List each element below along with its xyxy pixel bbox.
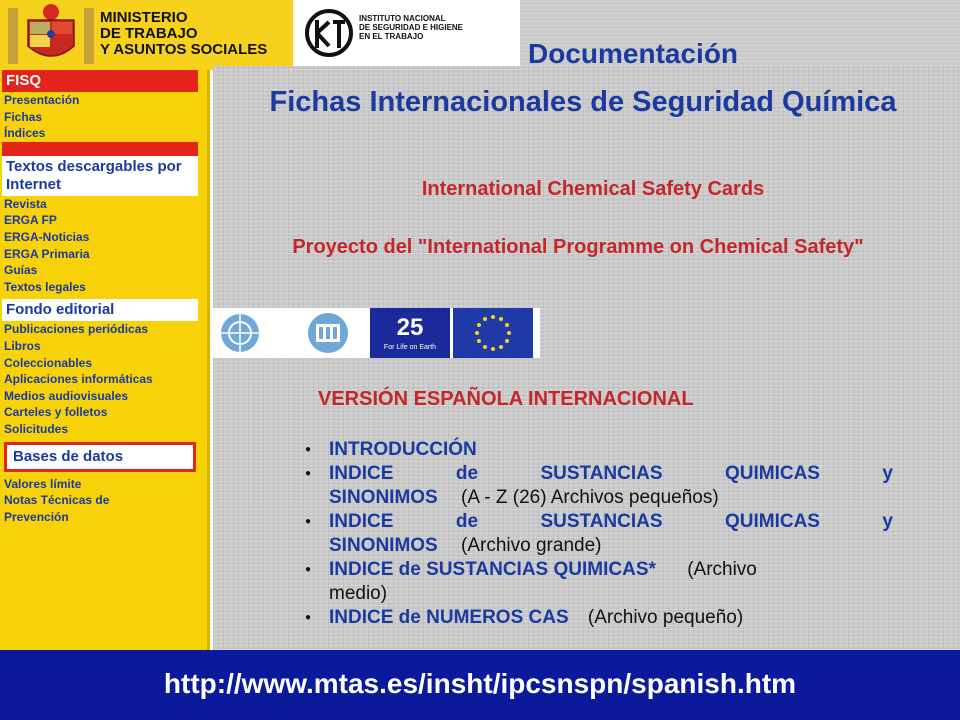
sidebar-separator xyxy=(2,142,198,156)
sidebar-item-aplicaciones[interactable]: Aplicaciones informáticas xyxy=(4,372,153,387)
sidebar-item-carteles[interactable]: Carteles y folletos xyxy=(4,405,108,420)
unep-25-logo xyxy=(370,308,450,358)
sidebar-item-publicaciones[interactable]: Publicaciones periódicas xyxy=(4,322,149,337)
sidebar-item-prevencion[interactable]: Prevención xyxy=(4,509,69,524)
indice-sustancias-grande-link[interactable]: ● INDICE de SUSTANCIAS QUIMICAS y xyxy=(329,511,893,532)
insht-line: DE SEGURIDAD E HIGIENE xyxy=(359,23,464,32)
sidebar-item-indices[interactable]: Índices xyxy=(4,126,46,141)
list-item xyxy=(303,510,893,558)
unep-25-text: 25 xyxy=(396,314,424,341)
spanish-coat-of-arms-icon xyxy=(8,2,94,68)
project-title: Proyecto del "International Programme on Chemical Safety" xyxy=(292,236,864,258)
sidebar-item-presentacion[interactable]: Presentación xyxy=(4,93,80,107)
insht-emblem-icon xyxy=(303,8,355,58)
ministry-name xyxy=(100,10,290,58)
top-right-background xyxy=(520,0,960,69)
sidebar-item-textos-legales[interactable]: Textos legales xyxy=(4,279,86,294)
doc-title: Documentación xyxy=(528,38,739,69)
eu-flag-icon xyxy=(453,308,533,358)
sidebar-header-textos[interactable]: Textos descargables por Internet xyxy=(2,156,198,196)
ministry-line: DE TRABAJO xyxy=(100,25,198,42)
sinonimos-label[interactable]: SINONIMOS xyxy=(329,487,438,508)
list-item xyxy=(303,438,893,462)
sidebar-header-bases[interactable]: Bases de datos xyxy=(4,442,196,472)
list-item xyxy=(303,606,893,630)
introduccion-link[interactable]: INTRODUCCIÓN xyxy=(329,439,477,460)
sidebar-item-solicitudes[interactable]: Solicitudes xyxy=(4,421,69,436)
indice-sustancias-medio-link[interactable]: INDICE de SUSTANCIAS QUIMICAS* xyxy=(329,559,656,580)
list-item xyxy=(303,462,893,510)
indice-numeros-cas-link[interactable]: INDICE de NUMEROS CAS xyxy=(329,607,569,628)
ilo-logo-icon xyxy=(288,308,368,358)
united-nations-logo-icon xyxy=(213,308,280,358)
sidebar-item-notas-tecnicas[interactable]: Notas Técnicas de xyxy=(4,493,110,508)
insht-line: EN EL TRABAJO xyxy=(359,32,424,41)
sidebar-item-valores-limite[interactable]: Valores límite xyxy=(4,476,82,491)
sidebar-content xyxy=(2,70,198,525)
ministry-line: MINISTERIO xyxy=(100,9,188,26)
sidebar-nav xyxy=(0,70,210,650)
sidebar-header-fisq[interactable]: FISQ xyxy=(2,70,198,92)
page-title xyxy=(233,78,933,120)
index-list xyxy=(303,438,893,630)
sidebar-item-revista[interactable]: Revista xyxy=(4,196,47,211)
sidebar-item-coleccionables[interactable]: Coleccionables xyxy=(4,355,93,370)
ministry-logo[interactable] xyxy=(0,0,293,70)
insht-line: INSTITUTO NACIONAL xyxy=(359,14,446,23)
sidebar-header-fondo[interactable]: Fondo editorial xyxy=(2,299,198,321)
item-note-continued: medio) xyxy=(329,583,388,604)
page-url[interactable]: http://www.mtas.es/insht/ipcsnspn/spanish.htm xyxy=(163,668,797,699)
ministry-line: Y ASUNTOS SOCIALES xyxy=(100,41,268,58)
unep-tagline: For Life on Earth xyxy=(383,344,437,351)
page-header xyxy=(0,0,520,70)
english-title: International Chemical Safety Cards xyxy=(421,178,765,200)
sidebar-item-fichas[interactable]: Fichas xyxy=(4,109,43,124)
main-content xyxy=(213,66,960,650)
insht-name xyxy=(359,14,509,41)
sidebar-item-erga-fp[interactable]: ERGA FP xyxy=(4,213,57,228)
sidebar-item-guias[interactable]: Guías xyxy=(4,263,38,278)
sinonimos-label[interactable]: SINONIMOS xyxy=(329,535,438,556)
sidebar-item-erga-primaria[interactable]: ERGA Primaria xyxy=(4,246,90,261)
insht-logo[interactable] xyxy=(297,0,510,66)
list-item xyxy=(303,558,893,606)
sidebar-item-libros[interactable]: Libros xyxy=(4,338,41,353)
sidebar-item-medios[interactable]: Medios audiovisuales xyxy=(4,388,129,403)
url-banner xyxy=(0,650,960,720)
indice-sustancias-sinonimos-link[interactable]: ● INDICE de SUSTANCIAS QUIMICAS y xyxy=(329,463,893,484)
sidebar-item-erga-noticias[interactable]: ERGA-Noticias xyxy=(4,229,90,244)
organization-logos xyxy=(213,308,540,358)
item-note: (Archivo xyxy=(687,559,757,580)
version-heading: VERSIÓN ESPAÑOLA INTERNACIONAL xyxy=(318,388,694,410)
main-title: Fichas Internacionales de Seguridad Química xyxy=(269,86,897,118)
item-note: (Archivo pequeño) xyxy=(587,607,744,628)
item-note: (A - Z (26) Archivos pequeños) xyxy=(461,487,719,508)
item-note: (Archivo grande) xyxy=(461,535,602,556)
